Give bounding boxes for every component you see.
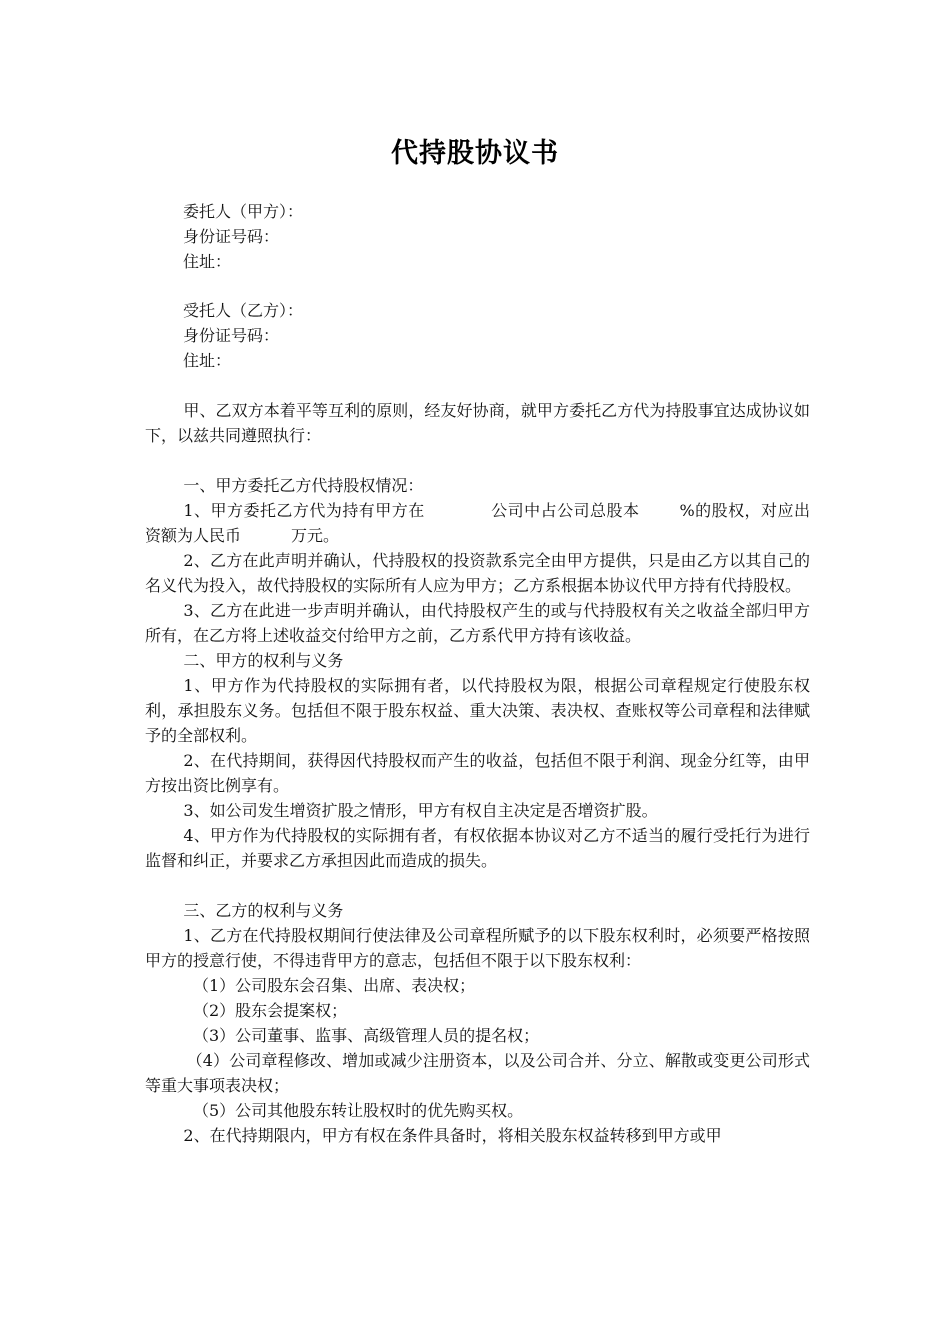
section-2-heading: 二、甲方的权利与义务 <box>183 651 344 670</box>
document-title: 代持股协议书 <box>391 138 559 169</box>
section-3-sub-3: （3）公司董事、监事、高级管理人员的提名权； <box>193 1026 540 1045</box>
party-a-id-label: 身份证号码： <box>183 227 280 246</box>
preamble-paragraph: 甲、乙双方本着平等互利的原则，经友好协商，就甲方委托乙方代为持股事宜达成协议如下，以兹共同遵照执行： <box>145 401 810 445</box>
party-a-label: 委托人（甲方）： <box>183 202 304 221</box>
party-b-address-label: 住址： <box>183 351 232 370</box>
section-3-sub-4: （4）公司章程修改、增加或减少注册资本，以及公司合并、分立、解散或变更公司形式等重大事项表决权； <box>145 1051 810 1095</box>
section-1-item-2: 2、乙方在此声明并确认，代持股权的投资款系完全由甲方提供，只是由乙方以其自己的名义代为投入，故代持股权的实际所有人应为甲方；乙方系根据本协议代甲方持有代持股权。 <box>145 551 810 595</box>
section-3-item-1: 1、乙方在代持股权期间行使法律及公司章程所赋予的以下股东权利时，必须要严格按照甲方的授意行使，不得违背甲方的意志，包括但不限于以下股东权利： <box>145 926 810 970</box>
section-1-item-1-part-c: %的股权，对应出资额为人民币 <box>145 501 810 545</box>
section-3-heading: 三、乙方的权利与义务 <box>183 901 344 920</box>
section-2-item-1: 1、甲方作为代持股权的实际拥有者，以代持股权为限，根据公司章程规定行使股东权利，承担股东义务。包括但不限于股东权益、重大决策、表决权、查账权等公司章程和法律赋予的全部权利。 <box>145 676 810 745</box>
party-b-label: 受托人（乙方）： <box>183 301 304 320</box>
section-2-item-3: 3、如公司发生增资扩股之情形，甲方有权自主决定是否增资扩股。 <box>183 801 658 820</box>
section-3-sub-1: （1）公司股东会召集、出席、表决权； <box>193 976 476 995</box>
section-1-item-3: 3、乙方在此进一步声明并确认，由代持股权产生的或与代持股权有关之收益全部归甲方所有，在乙方将上述收益交付给甲方之前，乙方系代甲方持有该收益。 <box>145 601 810 645</box>
party-a-address-label: 住址： <box>183 252 232 271</box>
agreement-body <box>145 398 810 1148</box>
party-a-block <box>183 199 303 274</box>
section-3-sub-2: （2）股东会提案权； <box>193 1001 348 1020</box>
party-b-id-label: 身份证号码： <box>183 326 280 345</box>
section-2-item-2: 2、在代持期间，获得因代持股权而产生的收益，包括但不限于利润、现金分红等，由甲方按出资比例享有。 <box>145 751 810 795</box>
section-1-item-1-part-a: 1、甲方委托乙方代为持有甲方在 <box>183 501 425 520</box>
section-3-item-2: 2、在代持期限内，甲方有权在条件具备时，将相关股东权益转移到甲方或甲 <box>183 1126 722 1145</box>
section-1-heading: 一、甲方委托乙方代持股权情况： <box>183 476 424 495</box>
section-1-item-1-part-b: 公司中占公司总股本 <box>490 501 640 520</box>
section-1-item-1 <box>145 498 810 548</box>
section-1-item-1-part-d: 万元。 <box>291 526 340 545</box>
party-b-block <box>183 298 303 373</box>
section-3-sub-5: （5）公司其他股东转让股权时的优先购买权。 <box>193 1101 524 1120</box>
section-2-item-4: 4、甲方作为代持股权的实际拥有者，有权依据本协议对乙方不适当的履行受托行为进行监督和纠正，并要求乙方承担因此而造成的损失。 <box>145 826 810 870</box>
